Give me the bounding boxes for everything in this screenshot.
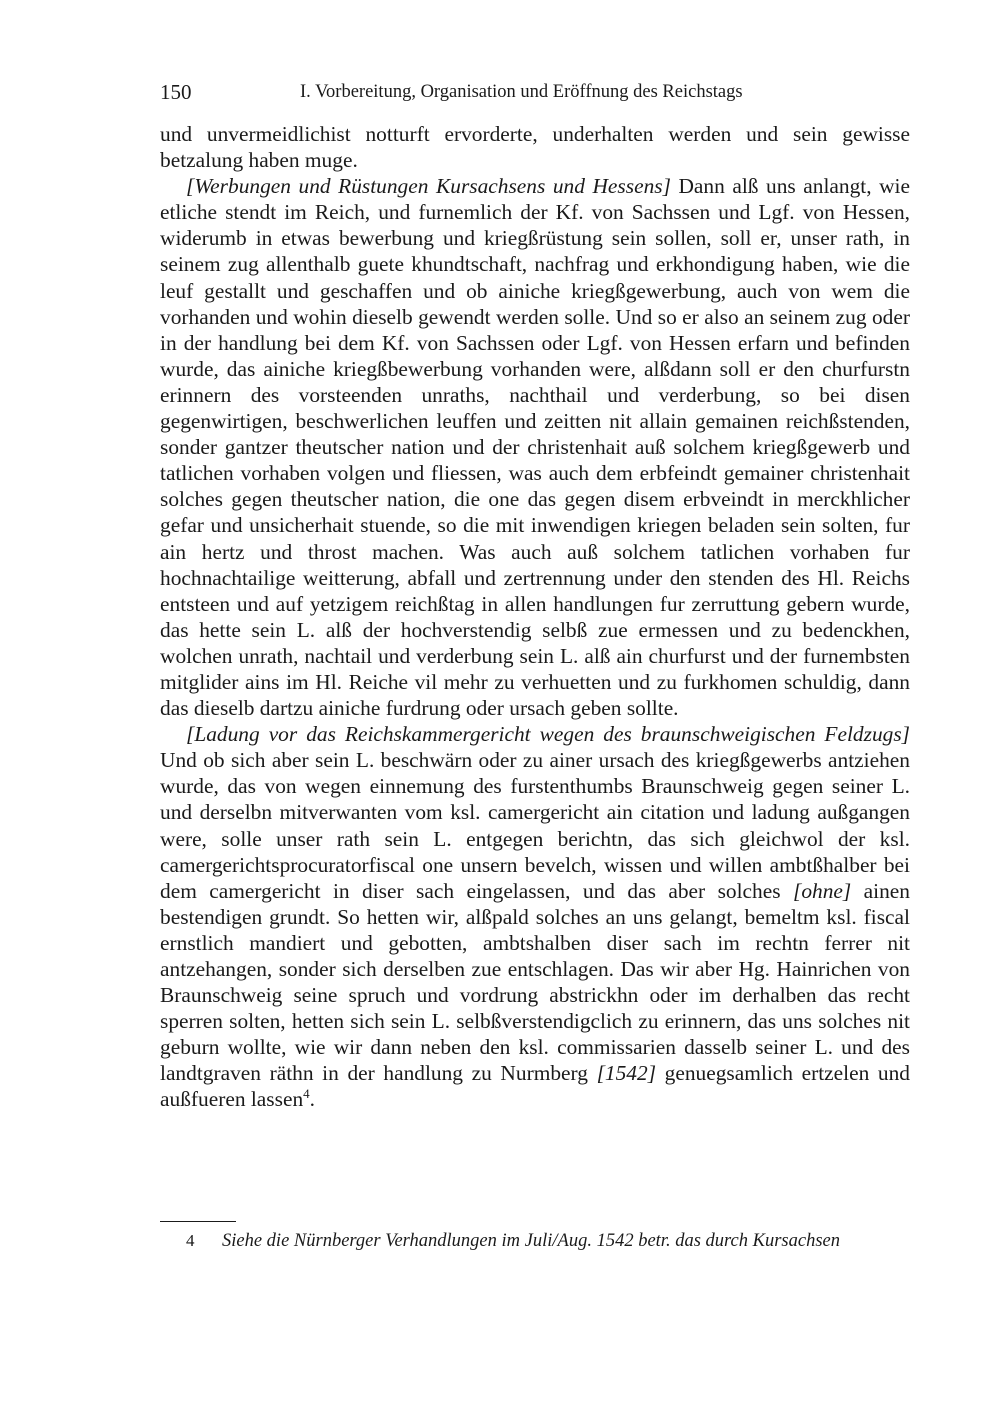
footnote-divider: [160, 1221, 236, 1222]
editorial-date: [1542]: [596, 1061, 657, 1086]
paragraph-3-text-a: Und ob sich aber sein L. beschwärn oder zu ainer ursach des kriegßgewerbs antziehen wurde, das von wegen einnemung des furstenthumbs Braunschweig gegen seiner L. und derselbn mitverwanten vom ksl. camergericht ain citation und ladung außgangen were, solle unser rath sein L. entgegen berichtn, das sich gleichwol der ksl. camergerichtsprocuratorfiscal one unsern bevelch, wissen und willen ambtßhalber bei dem camergericht in diser sach eingelassen, und das aber solches: [160, 748, 910, 903]
footnote-reference[interactable]: 4: [303, 1086, 310, 1102]
paragraph-3: [160, 721, 910, 1112]
running-title: I. Vorbereitung, Organisation und Eröffnung des Reichstags: [300, 82, 743, 102]
page-header: [160, 80, 910, 108]
paragraph-1: [160, 121, 910, 173]
section-heading-ladung: [Ladung vor das Reichskammergericht wegen des braunschweigischen Feldzugs]: [186, 722, 910, 747]
page-number: 150: [160, 80, 192, 104]
footnote-number: 4: [186, 1231, 195, 1250]
paragraph-1-text: und unvermeidlichist notturft ervorderte, underhalten werden und sein gewisse betzalung haben muge.: [160, 122, 910, 173]
section-heading-werbungen: [Werbungen und Rüstungen Kursachsens und Hessens]: [186, 174, 671, 199]
paragraph-3-text-b: ainen bestendigen grundt. So hetten wir, alßpald solches an uns gelangt, bemeltm ksl. fiscal ernstlich mandiert und gebotten, ambtshalben diser sach im rechtn ferrer nit antzehangen, sonder sich derselben zue entschlagen. Das wir aber Hg. Hainrichen von Braunschweig seine spruch und vordrung abstrickhn oder im derhalben das recht sperren solten, hetten sich sein L. selbßverstendigclich zu erinnern, das uns solches nit geburn wollte, wie wir dann neben den ksl. commissarien dasselb seiner L. und des landtgraven räthn in der handlung zu Nurmberg: [160, 878, 910, 1086]
footnote-text: Siehe die Nürnberger Verhandlungen im Juli/Aug. 1542 betr. das durch Kursachsen: [222, 1231, 840, 1251]
paragraph-3-end: .: [309, 1087, 315, 1112]
paragraph-3-text-c: genuegsamlich ertzelen und außfueren lassen: [160, 1061, 910, 1112]
paragraph-2-text: Dann alß uns anlangt, wie etliche stendt im Reich, und furnemlich der Kf. von Sachssen und Lgf. von Hessen, widerumb in etwas bewerbung und kriegßrüstung sein sollen, soll er, unser rath, in seinem zug allenthalb guete khundtschaft, nachfrag und erkhondigung haben, wie die leuf gestallt und geschaffen und ob ainiche kriegßgewerbung, auch von wem die vorhanden und wohin dieselb gewendt werden solle. Und so er also an seinem zug oder in der handlung bei dem Kf. von Sachssen oder Lgf. von Hessen erfarn und befinden wurde, das ainiche kriegßbewerbung vorhanden were, alßdann soll er den churfurstn erinnern des vorsteenden unraths, nachthail und verderbung, so bei disen gegenwirtigen, beschwerlichen leuffen und zeitten nit allain gemainen reichßstenden, sonder gantzer theutscher nation und der christenhait auß solchem kriegßgewerb und tatlichen vorhaben volgen und fliessen, was auch dem erbfeindt gemainer christenhait solches gegen theutscher nation, die one das gegen disem erbveindt in merckhlicher gefar und unsicherhait stuende, so die mit inwendigen kriegen beladen sein solten, fur ain hertz und throst machen. Was auch auß solchem tatlichen vorhaben fur hochnachtailige weitterung, abfall und zertrennung under den stenden des Hl. Reichs entsteen und auf yetzigem reichßtag in allen handlungen fur zerruttung gebern wurde, das hette sein L. alß der hochverstendig selbß zue ermessen und zu bedenckhen, wolchen unrath, nachtail und verderbung sein L. alß ain churfurst und der furnembsten mitglider ains im Hl. Reiche vil mehr zu verhuetten und zu furkhomen schuldig, dann das dieselb dartzu ainiche furdrung oder ursach geben sollte.: [160, 174, 910, 721]
paragraph-2: [160, 173, 910, 721]
editorial-insertion: [ohne]: [793, 878, 852, 903]
main-text: [160, 121, 910, 1113]
